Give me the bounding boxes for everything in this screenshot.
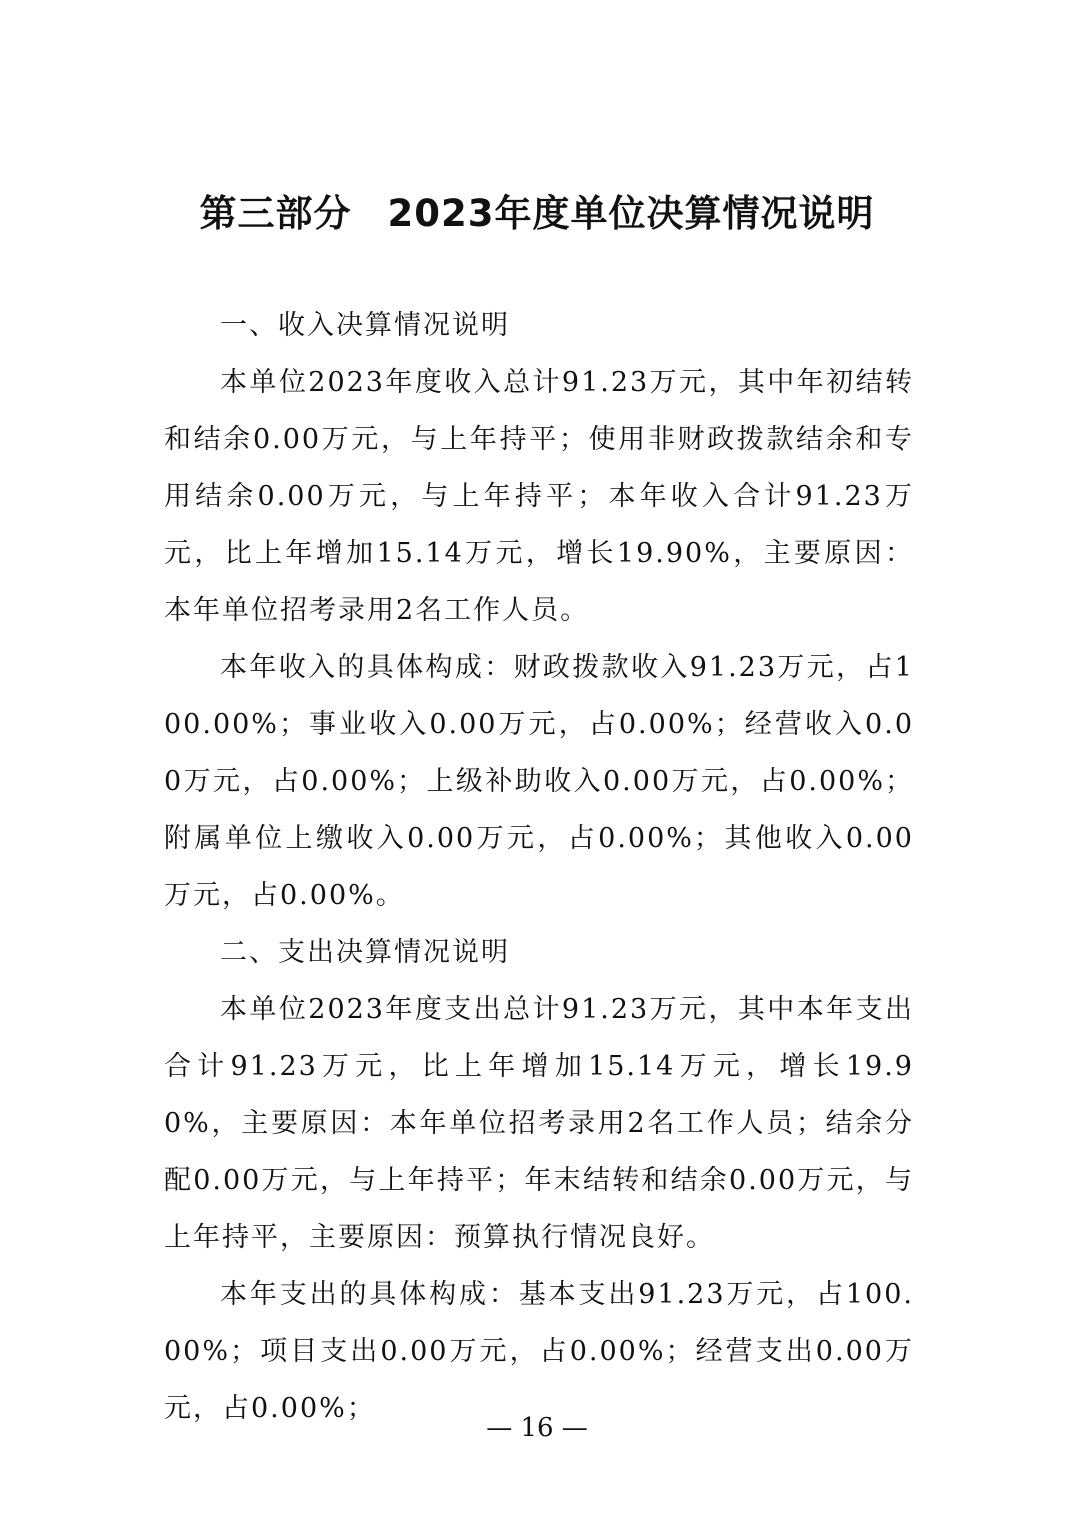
title-part: 第三部分 [199,192,352,235]
section-heading-expenditure: 二、支出决算情况说明 [220,937,510,968]
section-heading-income: 一、收入决算情况说明 [220,310,510,341]
paragraph-expenditure-composition: 本年支出的具体构成：基本支出91.23万元，占100.00%；项目支出0.00万元，占0.00%；经营支出0.00万元，占0.00%； [164,1279,914,1424]
document-body [164,297,914,1437]
page-title [0,186,1074,242]
page-number: — 16 — [486,1413,588,1443]
title-main: 2023年度单位决算情况说明 [387,192,875,235]
paragraph-income-composition: 本年收入的具体构成：财政拨款收入91.23万元，占100.00%；事业收入0.00万元，占0.00%；经营收入0.00万元，占0.00%；上级补助收入0.00万元，占0.00%；附属单位上缴收入0.00万元，占0.00%；其他收入0.00万元，占0.00%。 [164,652,914,911]
paragraph-expenditure-total: 本单位2023年度支出总计91.23万元，其中本年支出合计91.23万元，比上年增加15.14万元，增长19.90%，主要原因：本年单位招考录用2名工作人员；结余分配0.00万元，与上年持平；年末结转和结余0.00万元，与上年持平，主要原因：预算执行情况良好。 [164,994,914,1253]
paragraph-income-total: 本单位2023年度收入总计91.23万元，其中年初结转和结余0.00万元，与上年持平；使用非财政拨款结余和专用结余0.00万元，与上年持平；本年收入合计91.23万元，比上年增加15.14万元，增长19.90%，主要原因：本年单位招考录用2名工作人员。 [164,367,914,626]
